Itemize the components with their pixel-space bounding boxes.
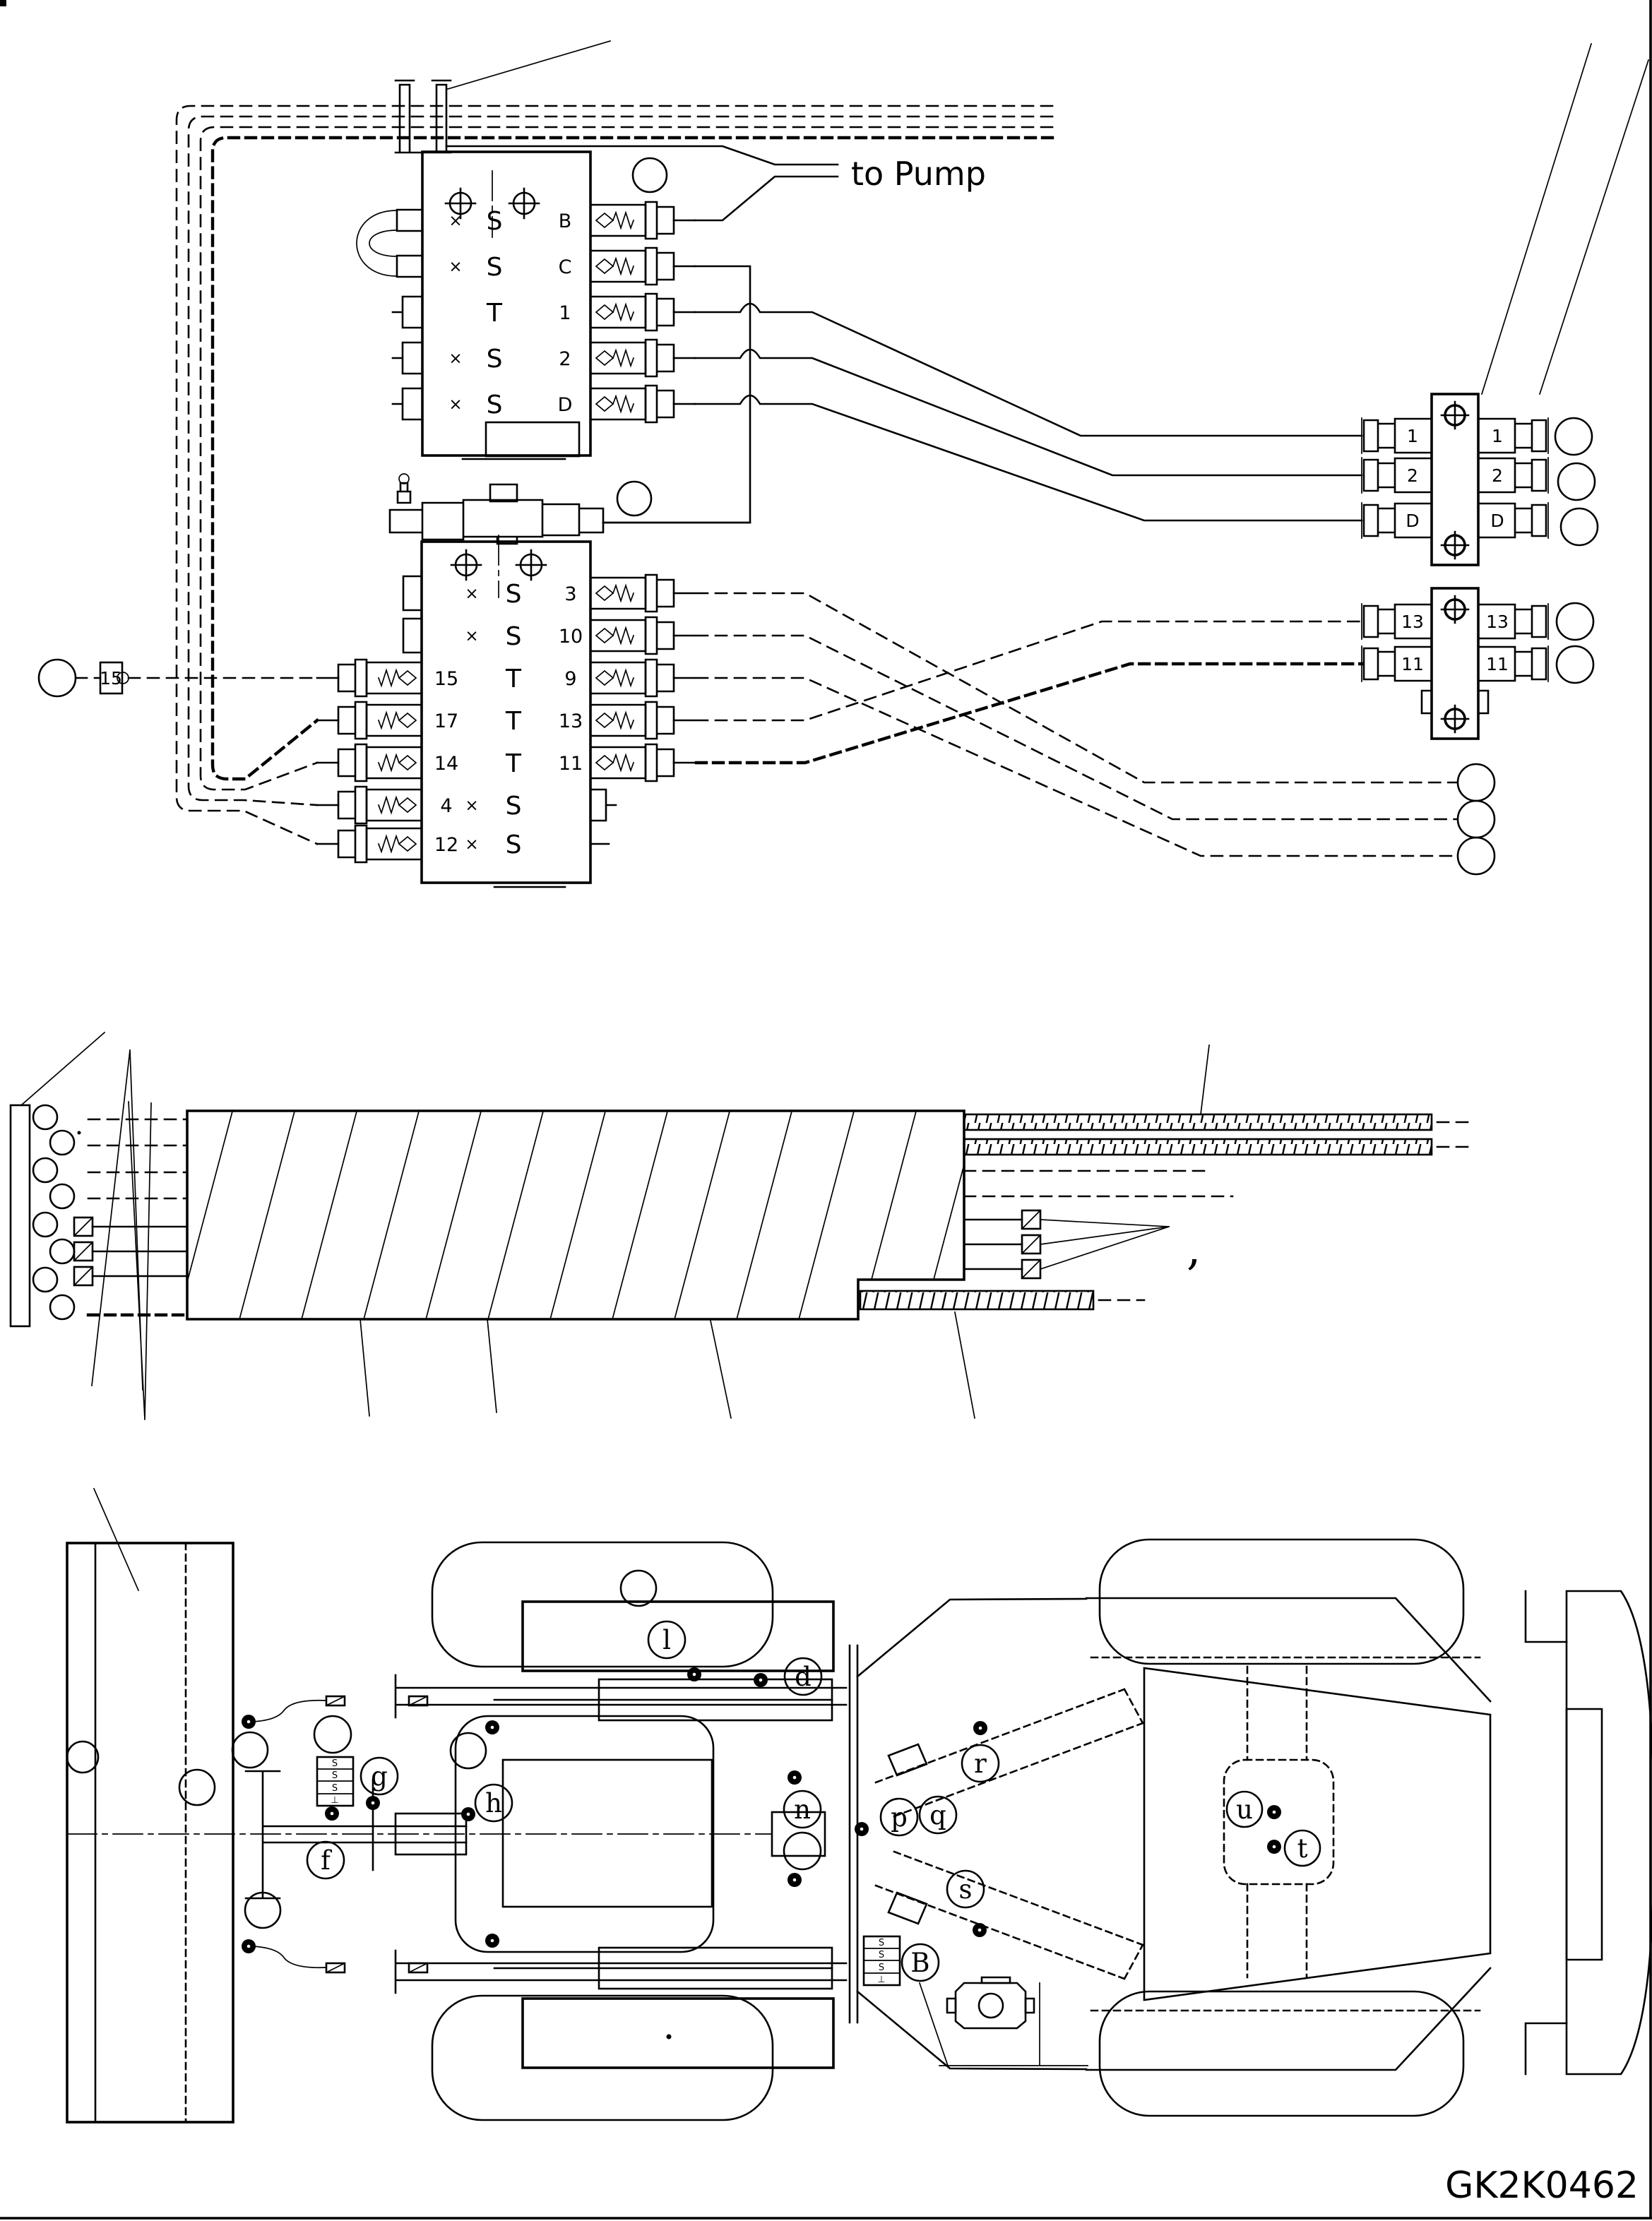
valve1-letter-1: S [486,253,503,282]
callout-f: f [321,1845,331,1876]
pump-assembly [920,1977,1088,2066]
callout-B: B [910,1948,930,1978]
articulation-joint [850,1645,857,2023]
blade [67,1489,233,2122]
bundle-solid-inlets [93,1227,187,1276]
valve1-letter-4: S [486,391,503,419]
clamp-leader [448,41,610,89]
valve1-port-1: C [558,256,572,278]
rear-tire-top [1100,1540,1463,1664]
valve1-cross-4: × [448,395,463,414]
callout-s: s [958,1874,973,1905]
clamp-table-1 [317,1757,353,1806]
line-1 [695,304,1362,436]
bulkhead2-screw-top [1442,596,1468,623]
bulkhead1-screw-top [1442,402,1468,429]
t2-c0: S [878,1938,885,1948]
bulkhead1-fitting-1R [1478,418,1548,453]
bh1-1L: 1 [1407,426,1418,446]
letter-callouts [307,1621,1320,1981]
bundle-dashed-inlets [88,1119,187,1198]
check-fitting-3 [590,575,695,612]
valve2-letter-1: S [505,622,522,651]
bulkhead1-fitting-1L [1362,418,1432,453]
valve2-letter-2: T [506,665,521,693]
valve1-cross-0: × [448,212,463,230]
check-fitting-17 [317,702,422,739]
check-fitting-C [590,248,695,285]
pump-label: to Pump [851,155,986,193]
bh1-2R: 2 [1492,465,1503,486]
valve1-port-3: 2 [559,348,571,370]
clamp-dots [242,1667,1281,1953]
balloon-empty-b1a [1555,418,1592,455]
bulkhead2-screw-bottom [1442,705,1468,732]
t2-c2: S [878,1963,885,1973]
check-fitting-D [590,386,695,422]
valve2-letter-3: T [506,707,521,736]
callout-n: n [794,1794,811,1825]
valve1-letter-2: T [487,299,502,328]
callout-d: d [795,1662,812,1692]
check-fitting-11 [590,744,695,781]
valve1-loop-tube [357,210,397,276]
bh1-DR: D [1490,511,1504,531]
check-fitting-2 [590,340,695,376]
valve2-cross-0: × [465,585,479,603]
bulkhead1-fitting-2L [1362,458,1432,493]
counterweight [1526,1591,1652,2074]
lower-hose [860,1291,1144,1309]
valve2-right-1: 10 [558,626,583,648]
bulkhead-block-2 [1362,588,1593,739]
vehicle-plan [67,1489,1652,2122]
valve1-screw-right [509,189,539,218]
valve1-letter-3: S [486,345,503,374]
valve2-left-5: 4 [440,795,453,817]
callout-l: l [662,1625,671,1655]
bundle-solid-outlets [964,1210,1169,1278]
front-tire-bottom [432,1996,773,2120]
balloon-empty-c2 [1458,801,1494,838]
balloon-empty-b2b [1557,646,1593,683]
bh2-13L: 13 [1401,612,1424,632]
clamp-table-2 [864,1936,900,1985]
balloon-empty-15 [39,660,76,696]
deck-panel-bottom [523,1999,833,2068]
bh2-11L: 11 [1401,654,1424,674]
bulkhead1-leaders [1482,44,1648,394]
steering-cylinders [876,1689,1143,1979]
valve2-cross-5: × [465,797,479,815]
pump-hose [446,146,838,220]
hydraulic-schematic [39,41,1648,887]
check-fitting-B [590,202,695,239]
balloon-empty-2 [617,482,651,516]
rear-frame [850,1598,1602,2070]
bulkhead-block-1 [1362,44,1648,565]
check-fitting-15 [317,660,422,696]
check-fitting-13 [590,702,695,739]
line-9 [696,678,1456,856]
callout-p: p [891,1802,908,1833]
valve1-port-4: D [557,394,573,416]
wrapped-bundle-outline [187,1111,964,1319]
bh1-2L: 2 [1407,465,1418,486]
callout-u: u [1236,1794,1253,1825]
valve1-cross-1: × [448,258,463,276]
valve1-left-ports [393,297,422,419]
connector-sq-L2 [74,1242,93,1261]
valve2-letter-4: T [506,749,521,778]
front-tire-top [432,1542,773,1667]
solenoid-valve-block-1 [357,41,695,459]
leader-lines [21,1032,1209,1419]
port-15-callout [39,660,317,696]
valve2-right-stub [590,790,616,844]
solenoid-valve-block-2 [317,474,750,887]
valve2-left-6: 12 [434,834,459,856]
bulkhead1-fitting-2R [1478,458,1548,493]
t2-c1: S [878,1950,885,1960]
pump-line [446,146,986,220]
tag-15-label: 15 [100,668,122,689]
check-fitting-1 [590,294,695,331]
balloon-empty-b1c [1561,508,1598,545]
lower-balloons [1458,764,1494,874]
bundle-balloons [33,1105,81,1319]
vehicle-empty-balloons [67,1571,821,1928]
check-fitting-4 [317,787,422,823]
balloon-empty-b2a [1557,603,1593,640]
callout-q: q [929,1800,946,1830]
t1-c2: S [331,1783,338,1794]
check-fitting-10 [590,617,695,654]
t1-c3: ⊥ [331,1795,339,1806]
callout-r: r [974,1749,987,1779]
check-fitting-9 [590,660,695,696]
bulkhead1-fitting-DR [1478,503,1548,538]
valve1-left-stubs [397,210,422,277]
front-frame [253,1602,846,2068]
balloon-empty-b1b [1558,463,1595,500]
valve2-right-2: 9 [564,668,577,690]
valve1-letter-0: S [486,207,503,236]
t1-c0: S [331,1758,338,1769]
valve2-cross-1: × [465,627,479,645]
mounting-bar [11,1105,30,1326]
valve2-cross-6: × [465,835,479,854]
valve2-letter-6: S [505,830,522,859]
valve2-left-3: 17 [434,710,459,732]
valve1-port-0: B [558,210,572,232]
valve2-right-3: 13 [558,710,583,732]
valve1-row-labels [448,207,572,419]
balloon-empty-c3 [1458,838,1494,874]
valve1-port-2: 1 [559,302,571,324]
valve2-screw-right [516,550,546,580]
comma-label: , [1187,1223,1201,1275]
callout-h: h [485,1788,502,1818]
balloon-empty-1 [633,158,667,192]
corner-mark [0,0,6,6]
braided-hoses [964,1114,1470,1155]
bulkhead1-fitting-DL [1362,503,1432,538]
valve1-bottom-port [486,422,579,456]
bundle-dashed-outlets [964,1171,1232,1196]
valve1-cross-3: × [448,350,463,368]
t2-c3: ⊥ [877,1975,886,1985]
valve2-row-labels [434,580,583,859]
drawing-code: GK2K0462 [1445,2165,1639,2207]
deck-panel-top [523,1602,833,1671]
valve2-letter-0: S [505,580,522,609]
line-3 [696,593,1456,782]
valve1-routing [603,266,1362,523]
bh1-1R: 1 [1492,426,1503,446]
valve2-letter-5: S [505,792,522,821]
valve2-routing [696,593,1456,856]
balloon-empty-c1 [1458,764,1494,801]
callout-g: g [371,1761,388,1792]
valve2-left-stubs [403,576,422,653]
valve2-left-4: 14 [434,753,459,775]
valve2-right-4: 11 [558,753,583,775]
valve2-screw-left [451,550,481,580]
harness-line-2 [189,117,1052,805]
check-fitting-12 [317,826,422,862]
bulkhead1-screw-bottom [1442,532,1468,559]
hose-bundle-section [11,1032,1470,1419]
valve2-right-0: 3 [564,583,577,605]
line-D [695,395,1362,520]
harness-line-3 [201,127,1052,790]
check-fitting-14 [317,744,422,781]
t1-c1: S [331,1770,338,1781]
connector-sq-L3 [74,1267,93,1285]
connector-sq-L1 [74,1217,93,1236]
bh2-13R: 13 [1486,612,1509,632]
frame-inner-plate [503,1760,712,1907]
bundle-wrap-hatch [177,1109,1026,1322]
valve2-left-2: 15 [434,668,459,690]
push-frame [246,1771,466,1898]
callout-t: t [1297,1833,1308,1864]
valve2-top-assembly [390,474,750,544]
bh2-11R: 11 [1486,654,1509,674]
bh1-DL: D [1406,511,1420,531]
